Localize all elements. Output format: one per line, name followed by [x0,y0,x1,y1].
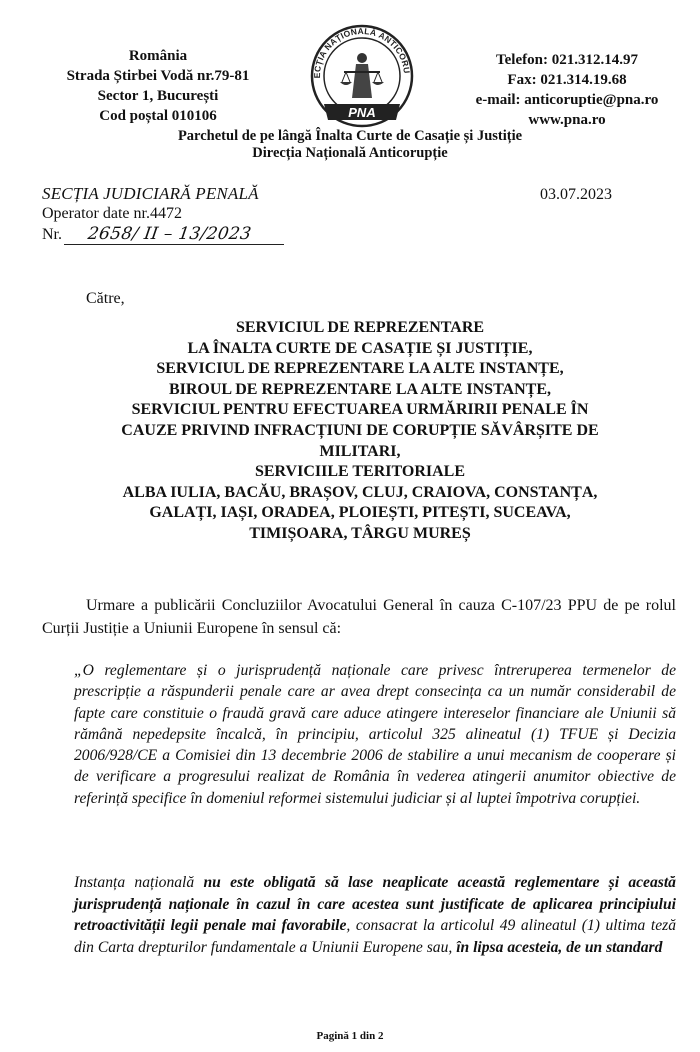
quote-bold-text: nu este obligată să lase neaplicate această reglementare și această jurisprudență naționale în cazul în care acestea sunt justificate de aplicarea principiului retroactivității legii penale mai favorabile [74,874,676,935]
address-line: Sector 1, București [97,88,219,104]
quote-text: , consacrat la articolul 49 alineatul (1) ultima teză din Carta drepturilor fundamentale a Uniunii Europene sau, [74,917,676,956]
svg-text:PNA: PNA [348,105,376,120]
institution-heading [100,128,600,162]
recipients-list [60,318,660,545]
recipient-line: GALAȚI, IAȘI, ORADEA, PLOIEȘTI, PITEȘTI, SUCEAVA, [149,504,571,522]
recipient-line: ALBA IULIA, BACĂU, BRAȘOV, CLUJ, CRAIOVA, CONSTANȚA, [122,483,598,501]
address-line: Cod poștal 010106 [99,108,217,124]
address-line: Strada Știrbei Vodă nr.79-81 [66,68,250,84]
registration-label: Nr. [42,226,62,243]
recipient-line: MILITARI, [319,442,401,460]
recipient-line: TIMIȘOARA, TÂRGU MUREȘ [249,524,471,542]
contact-phone: Telefon: 021.312.14.97 [496,52,638,68]
recipient-line: SERVICIUL DE REPREZENTARE [235,319,485,336]
registration-underline [64,244,284,245]
quoted-conclusion: „O reglementare și o jurisprudență naționale care privesc întreruperea termenelor de prescripție a răspunderii penale care ar avea drept consecința ca un număr considerabil de fapte care constituie o fraudă gravă care aduce atingere intereselor financiare ale Uniunii să rămână nepedepsite încalcă, în principiu, articolul 325 alineatul (1) TFUE și Decizia 2006/928/CE a Comisiei din 13 decembrie 2006 de stabilire a unui mecanism de cooperare și de verificare a progresului realizat de România în vederea atingerii anumitor obiective de referință specifice în domeniul reformei sistemului judiciar și al luptei împotriva corupției. [74,662,676,807]
contact-info [452,50,682,130]
contact-email: e-mail: anticoruptie@pna.ro [475,92,659,108]
quoted-conclusion-continued [74,872,676,958]
recipient-line: SERVICIUL PENTRU EFECTUAREA URMĂRIRII PENALE ÎN [131,401,589,419]
page-number: Pagină 1 din 2 [316,1030,384,1042]
address-line: România [128,48,188,64]
directorate-name: Direcția Națională Anticorupție [252,145,448,161]
quote-text: Instanța națională [74,874,204,891]
section-name: SECȚIA JUDICIARĂ PENALĂ [42,184,259,203]
contact-fax: Fax: 021.314.19.68 [507,72,627,88]
quote-bold-text: în lipsa acesteia, de un standard [456,938,663,956]
dna-emblem-icon [300,16,424,128]
contact-website: www.pna.ro [528,112,606,128]
recipient-line: BIROUL DE REPREZENTARE LA ALTE INSTANȚE, [168,380,552,398]
recipient-line: SERVICIUL DE REPREZENTARE LA ALTE INSTANȚE, [156,360,564,378]
dna-seal-logo [300,16,424,128]
intro-text: Urmare a publicării Concluziilor Avocatului General în cauza C-107/23 PPU de pe rolul Curții Justiție a Uniunii Europene în sensul că: [42,597,676,637]
registration-number-handwritten: 2658/ II – 13/2023 [86,224,253,244]
intro-paragraph [42,594,676,640]
recipient-line: SERVICIILE TERITORIALE [254,463,466,481]
institution-name: Parchetul de pe lângă Înalta Curte de Casație și Justiție [177,128,523,144]
recipient-line: LA ÎNALTA CURTE DE CASAȚIE ȘI JUSTIȚIE, [187,339,533,357]
svg-text:DIRECȚIA NAȚIONALĂ ANTICORUPȚI: ECȚIA NAȚIONALĂ ANTICORU [311,25,413,79]
operator-number: Operator date nr.4472 [42,205,182,222]
document-date: 03.07.2023 [540,186,612,203]
recipient-line: CAUZE PRIVIND INFRACȚIUNI DE CORUPȚIE SĂVÂRȘITE DE [121,421,599,439]
sender-address [28,46,288,126]
addressee-salutation: Către, [86,290,125,307]
